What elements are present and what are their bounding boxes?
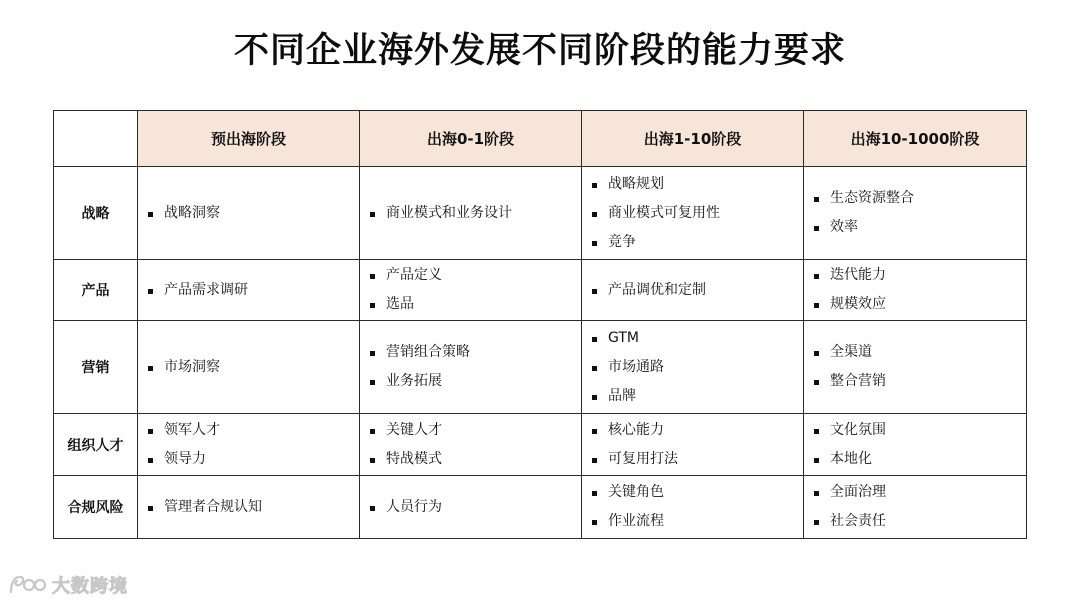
- list-item: 效率: [814, 213, 1026, 242]
- list-item: 文化氛围: [814, 416, 1026, 445]
- table-cell: [138, 321, 360, 414]
- list-item: 核心能力: [592, 416, 803, 445]
- list-item: 市场洞察: [148, 353, 359, 382]
- table-row: [54, 260, 1027, 321]
- row-header: 合规风险: [54, 476, 138, 539]
- capability-table: [53, 110, 1027, 539]
- table-cell: [138, 476, 360, 539]
- list-item: 领军人才: [148, 416, 359, 445]
- table-cell: [804, 321, 1027, 414]
- list-item: 作业流程: [592, 507, 803, 536]
- table-corner-cell: [54, 111, 138, 167]
- list-item: 迭代能力: [814, 261, 1026, 290]
- list-item: 社会责任: [814, 507, 1026, 536]
- list-item: 商业模式和业务设计: [370, 199, 581, 228]
- list-item: 商业模式可复用性: [592, 199, 803, 228]
- list-item: 本地化: [814, 445, 1026, 474]
- list-item: 产品需求调研: [148, 276, 359, 305]
- table-row: [54, 476, 1027, 539]
- list-item: 人员行为: [370, 493, 581, 522]
- table-cell: [360, 167, 582, 260]
- row-header: 战略: [54, 167, 138, 260]
- list-item: 业务拓展: [370, 367, 581, 396]
- list-item: 整合营销: [814, 367, 1026, 396]
- table-header-row: [54, 111, 1027, 167]
- table-cell: [360, 476, 582, 539]
- table-row: [54, 167, 1027, 260]
- row-header: 组织人才: [54, 414, 138, 476]
- table-row: [54, 414, 1027, 476]
- table-cell: [804, 414, 1027, 476]
- list-item: 营销组合策略: [370, 338, 581, 367]
- list-item: 产品调优和定制: [592, 276, 803, 305]
- table-cell: [360, 414, 582, 476]
- table-cell: [582, 260, 804, 321]
- list-item: 可复用打法: [592, 445, 803, 474]
- list-item: 特战模式: [370, 445, 581, 474]
- table-cell: [582, 476, 804, 539]
- list-item: 产品定义: [370, 261, 581, 290]
- list-item: 生态资源整合: [814, 184, 1026, 213]
- table-cell: [360, 260, 582, 321]
- table-row: [54, 321, 1027, 414]
- row-header: 营销: [54, 321, 138, 414]
- table-cell: [582, 321, 804, 414]
- table-cell: [804, 167, 1027, 260]
- list-item: 竞争: [592, 228, 803, 257]
- watermark: [8, 571, 128, 599]
- row-header: 产品: [54, 260, 138, 321]
- table-cell: [804, 476, 1027, 539]
- list-item: 全渠道: [814, 338, 1026, 367]
- table-cell: [582, 167, 804, 260]
- list-item: 战略规划: [592, 170, 803, 199]
- list-item: 市场通路: [592, 353, 803, 382]
- list-item: 关键角色: [592, 478, 803, 507]
- table-cell: [138, 414, 360, 476]
- watermark-logo-icon: [8, 573, 48, 597]
- list-item: 全面治理: [814, 478, 1026, 507]
- table-cell: [582, 414, 804, 476]
- list-item: 领导力: [148, 445, 359, 474]
- list-item: 规模效应: [814, 290, 1026, 319]
- table-cell: [804, 260, 1027, 321]
- list-item: 战略洞察: [148, 199, 359, 228]
- list-item: GTM: [592, 324, 803, 353]
- page-title: 不同企业海外发展不同阶段的能力要求: [233, 31, 846, 71]
- column-header: 出海10-1000阶段: [804, 111, 1027, 167]
- watermark-text: 大数跨境: [52, 576, 128, 597]
- column-header: 出海0-1阶段: [360, 111, 582, 167]
- table-cell: [138, 260, 360, 321]
- column-header: 出海1-10阶段: [582, 111, 804, 167]
- list-item: 关键人才: [370, 416, 581, 445]
- list-item: 管理者合规认知: [148, 493, 359, 522]
- list-item: 品牌: [592, 382, 803, 411]
- column-header: 预出海阶段: [138, 111, 360, 167]
- list-item: 选品: [370, 290, 581, 319]
- table-cell: [360, 321, 582, 414]
- table-cell: [138, 167, 360, 260]
